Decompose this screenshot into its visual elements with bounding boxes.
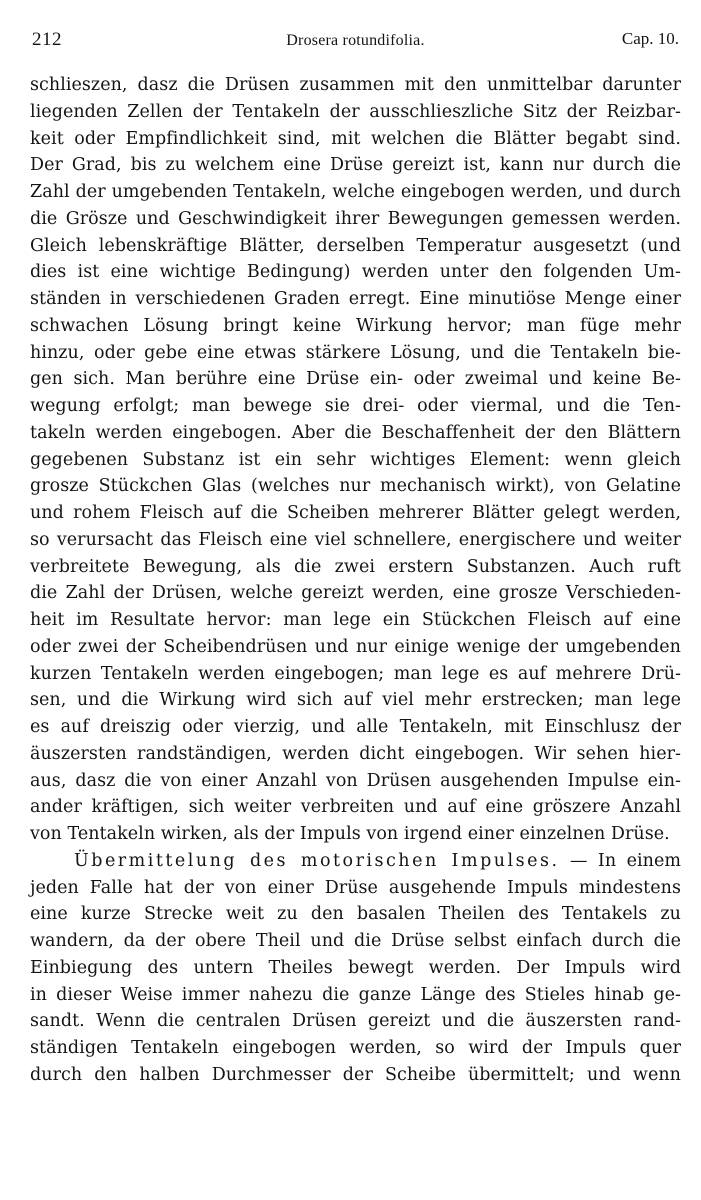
text-line: dies ist eine wichtige Bedingung) werden unter den folgenden Um-: [30, 262, 681, 283]
text-line: gegebenen Substanz ist ein sehr wichtiges Element: wenn gleich: [30, 449, 681, 470]
text-line: oder zwei der Scheibendrüsen und nur einige wenige der umgebenden: [30, 636, 681, 657]
text-line: takeln werden eingebogen. Aber die Beschaffenheit der den Blättern: [30, 422, 681, 443]
text-line: kurzen Tentakeln werden eingebogen; man lege es auf mehrere Drü-: [30, 663, 681, 684]
text-line: jeden Falle hat der von einer Drüse ausgehende Impuls mindestens: [30, 877, 681, 898]
running-title: Drosera rotundifolia.: [286, 32, 425, 49]
text-line: durch den halben Durchmesser der Scheibe übermittelt; und wenn: [30, 1064, 681, 1085]
text-line: die Grösze und Geschwindigkeit ihrer Bewegungen gemessen werden.: [30, 208, 681, 229]
section-heading: Übermittelung des motorischen Impulses.: [74, 850, 560, 871]
chapter-reference: Cap. 10.: [621, 29, 679, 48]
text-line: ständen in verschiedenen Graden erregt. Eine minutiöse Menge einer: [30, 289, 681, 309]
text-line: [30, 848, 681, 875]
text-line: sandt. Wenn die centralen Drüsen gereizt und die äuszersten rand-: [30, 1011, 681, 1032]
text-line: wegung erfolgt; man bewege sie drei- oder viermal, und die Ten-: [30, 396, 681, 416]
text-line: und rohem Fleisch auf die Scheiben mehrerer Blätter gelegt werden,: [30, 503, 681, 523]
text-line: liegenden Zellen der Tentakeln der ausschlieszliche Sitz der Reizbar-: [30, 101, 681, 122]
text-line: in dieser Weise immer nahezu die ganze Länge des Stieles hinab ge-: [30, 984, 681, 1005]
text-line: schlieszen, dasz die Drüsen zusammen mit den unmittelbar darunter: [30, 75, 681, 95]
text-line: sen, und die Wirkung wird sich auf viel mehr erstrecken; man lege: [30, 690, 681, 711]
text-line: Gleich lebenskräftige Blätter, derselben Temperatur ausgesetzt (und: [30, 235, 681, 256]
text-line: grosze Stückchen Glas (welches nur mechanisch wirkt), von Gelatine: [30, 476, 681, 497]
text-line: keit oder Empfindlichkeit sind, mit welchen die Blätter begabt sind.: [30, 128, 681, 149]
text-line: Zahl der umgebenden Tentakeln, welche eingebogen werden, und durch: [30, 182, 681, 202]
text-line: die Zahl der Drüsen, welche gereizt werden, eine grosze Verschieden-: [30, 583, 681, 604]
text-line: Einbiegung des untern Theiles bewegt werden. Der Impuls wird: [30, 957, 681, 978]
page-number: 212: [32, 29, 62, 50]
text-line: von Tentakeln wirken, als der Impuls von irgend einer einzelnen Drüse.: [30, 824, 670, 844]
text-line: so verursacht das Fleisch eine viel schnellere, energischere und weiter: [30, 529, 681, 550]
text-line: ständigen Tentakeln eingebogen werden, so wird der Impuls quer: [30, 1038, 681, 1058]
text-line: verbreitete Bewegung, als die zwei erstern Substanzen. Auch ruft: [30, 556, 681, 577]
paragraph-1: [30, 72, 681, 848]
body-text: [30, 72, 681, 1089]
text-line: schwachen Lösung bringt keine Wirkung hervor; man füge mehr: [30, 315, 681, 336]
text-line: Der Grad, bis zu welchem eine Drüse gereizt ist, kann nur durch die: [30, 155, 681, 176]
text-line: gen sich. Man berühre eine Drüse ein- oder zweimal und keine Be-: [30, 369, 681, 390]
text-line: äuszersten randständigen, werden dicht eingebogen. Wir sehen hier-: [30, 743, 681, 764]
text-line: aus, dasz die von einer Anzahl von Drüsen ausgehenden Impulse ein-: [30, 770, 681, 791]
text-line: hinzu, oder gebe eine etwas stärkere Lösung, und die Tentakeln bie-: [30, 342, 681, 363]
text-line: ander kräftigen, sich weiter verbreiten und auf eine grӧszere Anzahl: [30, 797, 681, 818]
text-line: es auf dreiszig oder vierzig, und alle Tentakeln, mit Einschlusz der: [30, 717, 681, 737]
book-page: [30, 26, 681, 1089]
page-header: [30, 26, 681, 58]
text-line: heit im Resultate hervor: man lege ein Stückchen Fleisch auf eine: [30, 610, 681, 630]
paragraph-2: [30, 848, 681, 1089]
heading-continuation: — In einem: [569, 850, 681, 871]
text-line: eine kurze Strecke weit zu den basalen Theilen des Tentakels zu: [30, 904, 681, 925]
text-line: wandern, da der obere Theil und die Drüse selbst einfach durch die: [30, 931, 681, 951]
